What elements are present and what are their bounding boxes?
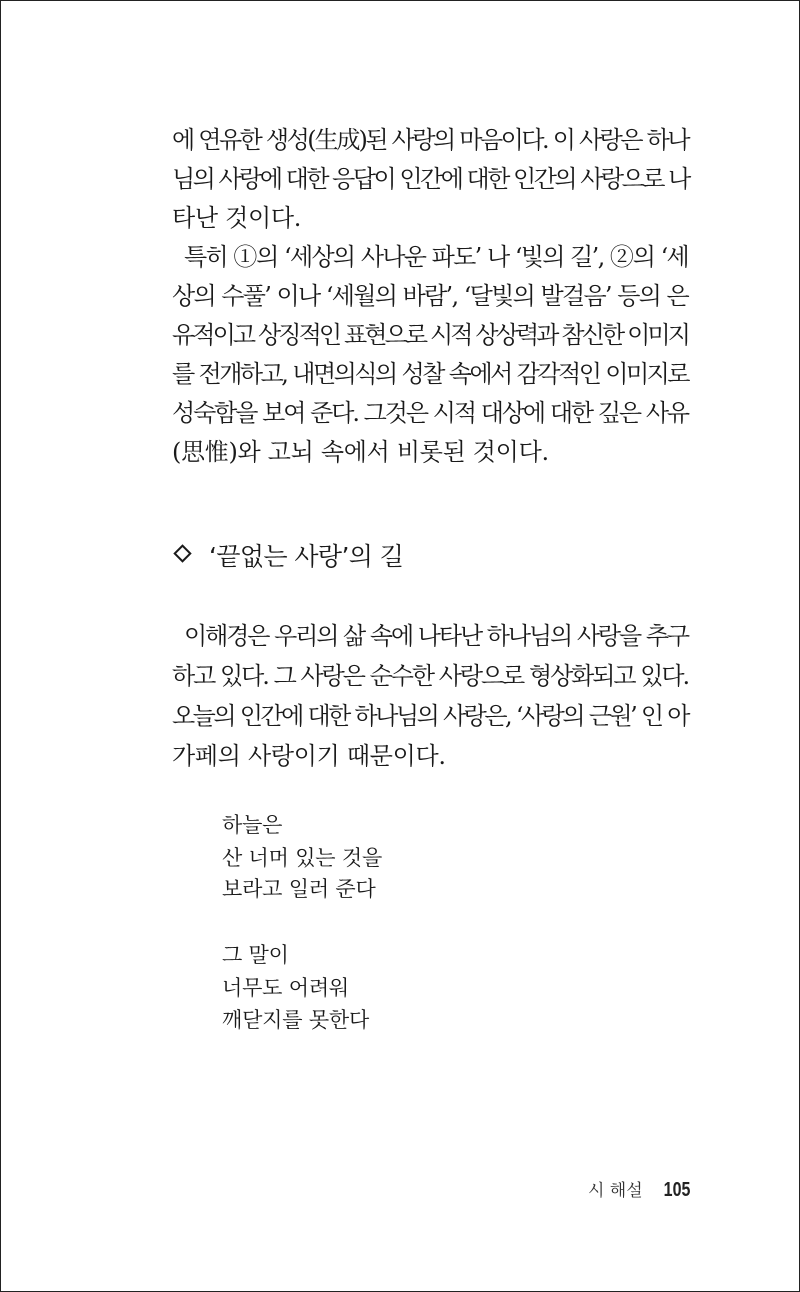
text-line: 에 연유한 생성(生成)된 사랑의 마음이다. 이 사랑은 하나 [172, 126, 688, 154]
page-number: 105 [663, 1179, 690, 1201]
text-line: 오늘의 인간에 대한 하나님의 사랑은, ‘사랑의 근원’ 인 아 [172, 702, 688, 730]
section-heading [172, 539, 403, 575]
text-line: 이해경은 우리의 삶 속에 나타난 하나님의 사랑을 추구 [184, 622, 688, 650]
poem-line: 깨닫지를 못한다 [222, 1008, 370, 1032]
text-line: 유적이고 상징적인 표현으로 시적 상상력과 참신한 이미지 [172, 321, 688, 349]
page-footer [588, 1175, 690, 1205]
poem-line: 너무도 어려워 [222, 976, 349, 1000]
section-heading-text: ‘끝없는 사랑’의 길 [209, 542, 404, 571]
text-line: 타난 것이다. [172, 204, 302, 232]
text-line: (思惟)와 고뇌 속에서 비롯된 것이다. [172, 438, 549, 466]
poem-line: 보라고 일러 준다 [222, 877, 376, 901]
text-line: 성숙함을 보여 준다. 그것은 시적 대상에 대한 깊은 사유 [172, 399, 688, 427]
text-line: 를 전개하고, 내면의식의 성찰 속에서 감각적인 이미지로 [172, 360, 688, 388]
diamond-outline-icon [173, 544, 191, 562]
text-line: 특히 ①의 ‘세상의 사나운 파도’ 나 ‘빛의 길’, ②의 ‘세 [184, 243, 688, 271]
poem-line: 그 말이 [222, 943, 289, 967]
text-line: 하고 있다. 그 사랑은 순수한 사랑으로 형상화되고 있다. [172, 662, 688, 690]
poem-line: 하늘은 [222, 813, 283, 837]
running-footer-label: 시 해설 [587, 1181, 643, 1201]
text-line: 가페의 사랑이기 때문이다. [172, 742, 446, 770]
text-line: 상의 수풀’ 이나 ‘세월의 바람’, ‘달빛의 발걸음’ 등의 은 [172, 282, 688, 310]
text-line: 님의 사랑에 대한 응답이 인간에 대한 인간의 사랑으로 나 [172, 165, 689, 193]
poem-line: 산 너머 있는 것을 [222, 846, 383, 870]
